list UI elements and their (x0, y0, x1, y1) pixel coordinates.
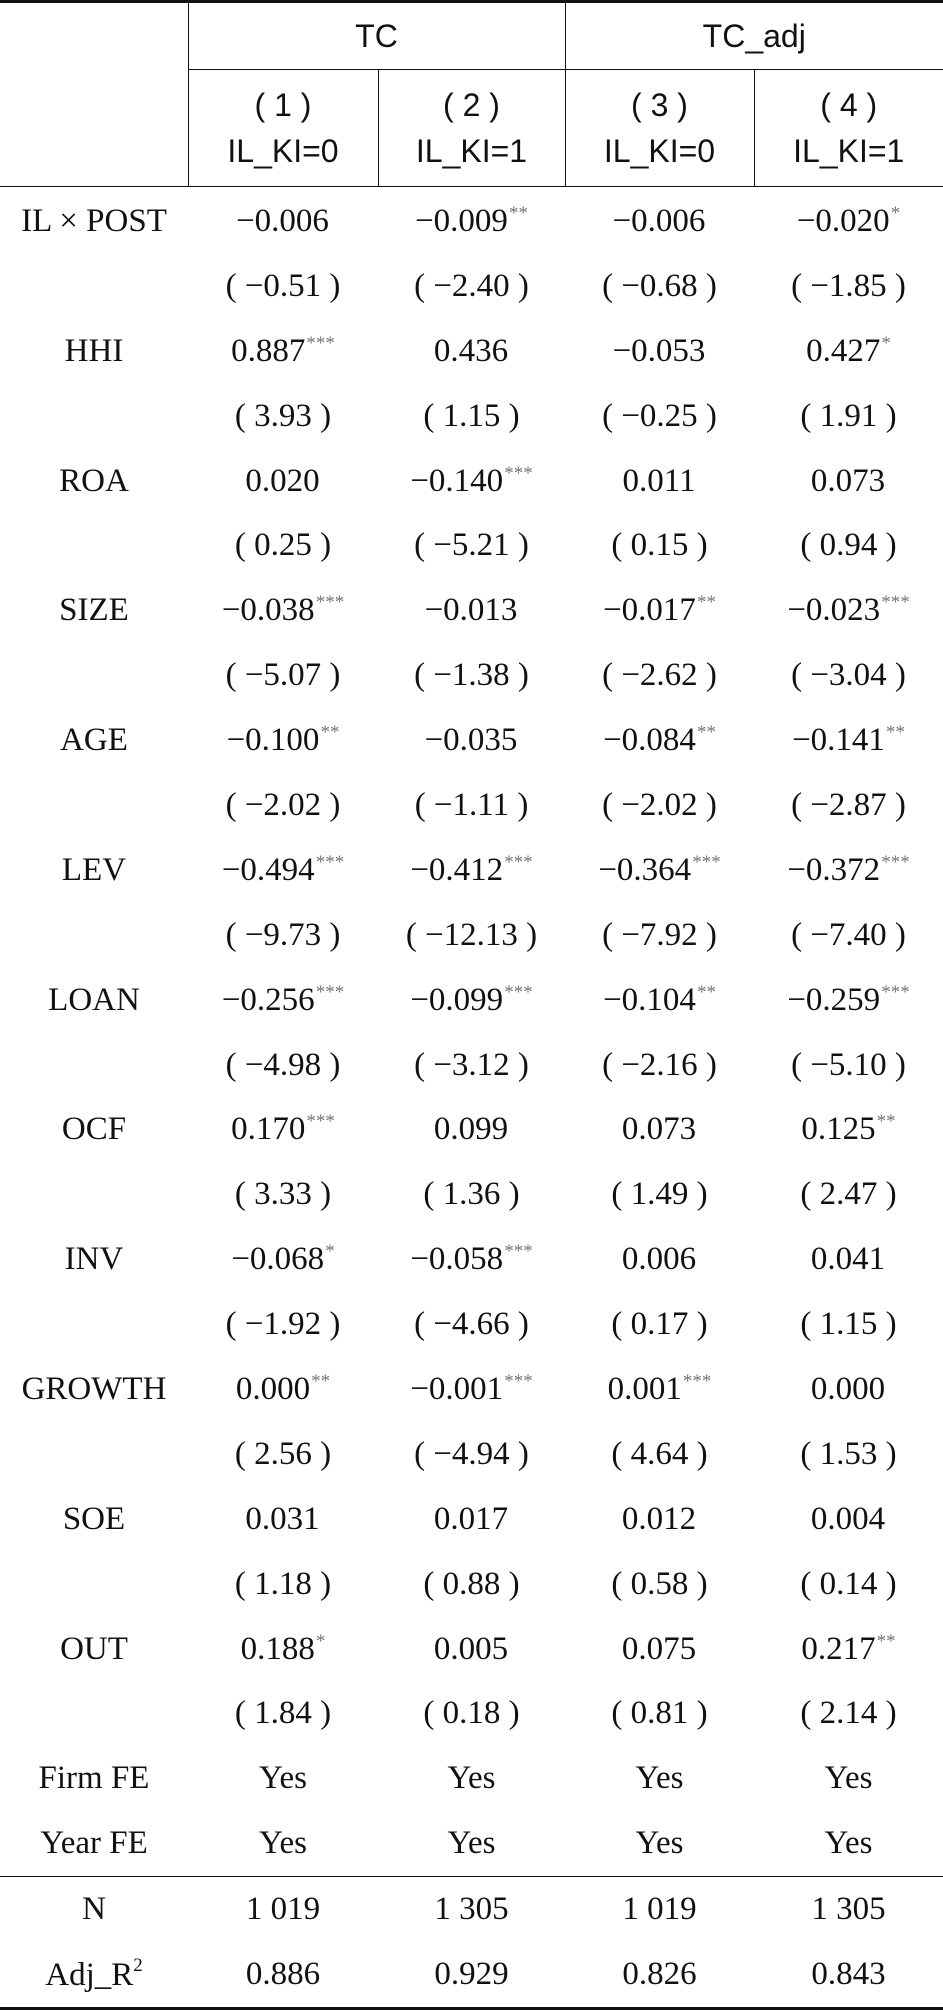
coef-row (0, 1227, 943, 1292)
fixed-effect-value: Yes (754, 1746, 943, 1811)
t-stat-cell: ( 0.25 ) (188, 513, 378, 578)
t-stat-cell: ( 1.15 ) (754, 1292, 943, 1357)
coef-value: 0.099 (434, 1111, 508, 1148)
t-stat-row (0, 1292, 943, 1357)
coef-cell (378, 1097, 565, 1162)
variable-label: IL × POST (0, 187, 188, 254)
coef-cell (378, 1617, 565, 1682)
coef-cell (378, 578, 565, 643)
empty-label (0, 1162, 188, 1227)
coef-value: −0.494 (222, 852, 315, 889)
significance-stars: *** (504, 852, 533, 873)
t-stat-row (0, 1033, 943, 1098)
t-stat-cell: ( 0.94 ) (754, 513, 943, 578)
t-stat-row (0, 773, 943, 838)
significance-stars: *** (881, 592, 910, 613)
t-stat-cell: ( −5.21 ) (378, 513, 565, 578)
coef-value: −0.141 (792, 722, 885, 759)
variable-label: GROWTH (0, 1357, 188, 1422)
t-stat-cell: ( −1.92 ) (188, 1292, 378, 1357)
variable-label: INV (0, 1227, 188, 1292)
column-number: ( 1 ) (189, 82, 378, 128)
observations-value: 1 019 (565, 1877, 754, 1942)
significance-stars: ** (697, 982, 716, 1003)
variable-label: LEV (0, 838, 188, 903)
coef-value: 0.004 (811, 1501, 885, 1538)
t-stat-cell: ( 2.14 ) (754, 1681, 943, 1746)
t-stat-cell: ( 0.88 ) (378, 1552, 565, 1617)
coef-cell (188, 838, 378, 903)
coef-cell (754, 708, 943, 773)
variable-label: ROA (0, 449, 188, 514)
significance-stars: *** (306, 333, 335, 354)
coef-value: −0.364 (598, 852, 691, 889)
column-number: ( 2 ) (379, 82, 565, 128)
t-stat-row (0, 513, 943, 578)
empty-label (0, 643, 188, 708)
coef-value: −0.259 (787, 982, 880, 1019)
t-stat-cell: ( −12.13 ) (378, 903, 565, 968)
coef-value: 0.188 (241, 1631, 315, 1668)
significance-stars: *** (316, 982, 345, 1003)
t-stat-row (0, 643, 943, 708)
coef-cell (378, 449, 565, 514)
significance-stars: ** (877, 1631, 896, 1652)
coef-value: −0.140 (410, 463, 503, 500)
coef-value: 0.011 (622, 463, 695, 500)
fixed-effect-value: Yes (378, 1746, 565, 1811)
significance-stars: ** (320, 722, 339, 743)
t-stat-cell: ( −2.16 ) (565, 1033, 754, 1098)
adj-r2-label-cell (0, 1942, 188, 2008)
observations-label: N (0, 1877, 188, 1942)
variable-label: LOAN (0, 968, 188, 1033)
variable-label: SIZE (0, 578, 188, 643)
coef-value: −0.084 (603, 722, 696, 759)
adj-r2-value: 0.826 (565, 1942, 754, 2008)
significance-stars: *** (881, 852, 910, 873)
coef-value: −0.020 (797, 203, 890, 240)
coef-cell (378, 187, 565, 254)
significance-stars: *** (504, 463, 533, 484)
column-number: ( 3 ) (566, 82, 754, 128)
coef-value: −0.256 (222, 982, 315, 1019)
fixed-effect-value: Yes (378, 1811, 565, 1876)
coef-value: 0.001 (608, 1371, 682, 1408)
coef-row (0, 838, 943, 903)
coef-value: 0.020 (245, 463, 319, 500)
coef-value: −0.068 (231, 1241, 324, 1278)
column-condition: IL_KI=1 (755, 128, 943, 174)
significance-stars: *** (504, 1371, 533, 1392)
t-stat-cell: ( −7.40 ) (754, 903, 943, 968)
coef-value: −0.058 (410, 1241, 503, 1278)
coef-row (0, 708, 943, 773)
significance-stars: ** (877, 1111, 896, 1132)
t-stat-cell: ( 1.15 ) (378, 384, 565, 449)
coef-value: 0.031 (245, 1501, 319, 1538)
t-stat-cell: ( 0.58 ) (565, 1552, 754, 1617)
coef-cell (378, 708, 565, 773)
variable-label: HHI (0, 319, 188, 384)
adj-r2-label: Adj_R (45, 1957, 133, 1993)
significance-stars: ** (886, 722, 905, 743)
column-condition: IL_KI=0 (189, 128, 378, 174)
coef-row (0, 319, 943, 384)
significance-stars: * (325, 1241, 335, 1262)
coef-value: 0.006 (622, 1241, 696, 1278)
t-stat-cell: ( −5.07 ) (188, 643, 378, 708)
t-stat-cell: ( 1.36 ) (378, 1162, 565, 1227)
coef-value: −0.053 (613, 333, 706, 370)
coef-cell (378, 1487, 565, 1552)
coef-cell (754, 187, 943, 254)
adj-r2-row (0, 1942, 943, 2008)
significance-stars: *** (504, 982, 533, 1003)
observations-row (0, 1877, 943, 1942)
header-column-row (0, 70, 943, 187)
empty-label (0, 384, 188, 449)
observations-value: 1 305 (378, 1877, 565, 1942)
coef-row (0, 1487, 943, 1552)
column-condition: IL_KI=1 (379, 128, 565, 174)
t-stat-cell: ( −4.94 ) (378, 1422, 565, 1487)
coef-value: −0.035 (425, 722, 518, 759)
header-stub-2 (0, 70, 188, 187)
coef-cell (754, 1487, 943, 1552)
coef-cell (754, 1617, 943, 1682)
adj-r2-value: 0.929 (378, 1942, 565, 2008)
coef-cell (565, 1617, 754, 1682)
significance-stars: * (316, 1631, 326, 1652)
empty-label (0, 773, 188, 838)
t-stat-row (0, 384, 943, 449)
t-stat-cell: ( 3.33 ) (188, 1162, 378, 1227)
fixed-effect-label: Firm FE (0, 1746, 188, 1811)
coef-row (0, 1617, 943, 1682)
coef-cell (754, 1097, 943, 1162)
variable-label: OUT (0, 1617, 188, 1682)
coef-cell (378, 319, 565, 384)
coef-value: 0.012 (622, 1501, 696, 1538)
coef-value: −0.372 (787, 852, 880, 889)
t-stat-cell: ( −4.98 ) (188, 1033, 378, 1098)
coef-cell (754, 1357, 943, 1422)
fixed-effect-label: Year FE (0, 1811, 188, 1876)
significance-stars: *** (316, 592, 345, 613)
t-stat-cell: ( −1.11 ) (378, 773, 565, 838)
t-stat-cell: ( 0.18 ) (378, 1681, 565, 1746)
empty-label (0, 1033, 188, 1098)
coef-cell (378, 968, 565, 1033)
fixed-effect-row (0, 1746, 943, 1811)
coef-value: 0.170 (231, 1111, 305, 1148)
coef-value: 0.427 (806, 333, 880, 370)
t-stat-cell: ( 3.93 ) (188, 384, 378, 449)
coef-value: −0.006 (613, 203, 706, 240)
coef-value: −0.104 (603, 982, 696, 1019)
variable-label: SOE (0, 1487, 188, 1552)
coef-cell (565, 187, 754, 254)
t-stat-cell: ( −4.66 ) (378, 1292, 565, 1357)
adj-r2-value: 0.886 (188, 1942, 378, 2008)
coef-cell (188, 1227, 378, 1292)
coef-cell (378, 838, 565, 903)
coef-row (0, 1097, 943, 1162)
variable-label: AGE (0, 708, 188, 773)
coef-value: −0.001 (410, 1371, 503, 1408)
coef-cell (188, 449, 378, 514)
fixed-effect-value: Yes (565, 1746, 754, 1811)
coef-value: −0.013 (425, 592, 518, 629)
t-stat-cell: ( −0.51 ) (188, 254, 378, 319)
fixed-effect-value: Yes (754, 1811, 943, 1876)
t-stat-row (0, 1162, 943, 1227)
column-header-4 (754, 70, 943, 187)
t-stat-row (0, 1681, 943, 1746)
coef-cell (565, 838, 754, 903)
t-stat-cell: ( −7.92 ) (565, 903, 754, 968)
empty-label (0, 513, 188, 578)
empty-label (0, 1552, 188, 1617)
coef-cell (565, 1227, 754, 1292)
coef-row (0, 187, 943, 254)
coef-row (0, 1357, 943, 1422)
coef-cell (188, 1617, 378, 1682)
coef-cell (565, 578, 754, 643)
t-stat-cell: ( 2.56 ) (188, 1422, 378, 1487)
coef-value: 0.073 (622, 1111, 696, 1148)
significance-stars: ** (509, 203, 528, 224)
variable-label: OCF (0, 1097, 188, 1162)
coef-cell (754, 838, 943, 903)
coef-value: −0.017 (603, 592, 696, 629)
coef-cell (754, 578, 943, 643)
fixed-effect-value: Yes (188, 1746, 378, 1811)
column-header-2 (378, 70, 565, 187)
column-header-3 (565, 70, 754, 187)
fixed-effect-row (0, 1811, 943, 1876)
coef-value: −0.100 (227, 722, 320, 759)
fixed-effect-value: Yes (188, 1811, 378, 1876)
column-condition: IL_KI=0 (566, 128, 754, 174)
t-stat-cell: ( 0.14 ) (754, 1552, 943, 1617)
significance-stars: * (881, 333, 891, 354)
empty-label (0, 903, 188, 968)
coef-value: 0.000 (811, 1371, 885, 1408)
t-stat-cell: ( 1.84 ) (188, 1681, 378, 1746)
coef-value: 0.073 (811, 463, 885, 500)
significance-stars: ** (697, 592, 716, 613)
coef-cell (754, 319, 943, 384)
coef-cell (754, 1227, 943, 1292)
t-stat-cell: ( 0.15 ) (565, 513, 754, 578)
empty-label (0, 1292, 188, 1357)
t-stat-row (0, 254, 943, 319)
fixed-effect-value: Yes (565, 1811, 754, 1876)
t-stat-row (0, 1552, 943, 1617)
group-header-tc: TC (188, 2, 565, 70)
t-stat-cell: ( −3.12 ) (378, 1033, 565, 1098)
coef-cell (188, 319, 378, 384)
coef-value: 0.000 (236, 1371, 310, 1408)
header-group-row (0, 2, 943, 70)
t-stat-cell: ( −2.40 ) (378, 254, 565, 319)
adj-r2-superscript: 2 (133, 1955, 143, 1976)
coef-cell (565, 449, 754, 514)
significance-stars: ** (311, 1371, 330, 1392)
t-stat-cell: ( −0.68 ) (565, 254, 754, 319)
coef-value: 0.041 (811, 1241, 885, 1278)
t-stat-cell: ( 1.53 ) (754, 1422, 943, 1487)
t-stat-cell: ( 2.47 ) (754, 1162, 943, 1227)
coef-row (0, 449, 943, 514)
t-stat-cell: ( 1.18 ) (188, 1552, 378, 1617)
observations-value: 1 305 (754, 1877, 943, 1942)
coef-cell (188, 1097, 378, 1162)
t-stat-cell: ( −0.25 ) (565, 384, 754, 449)
significance-stars: *** (504, 1241, 533, 1262)
coef-cell (378, 1227, 565, 1292)
significance-stars: *** (683, 1371, 712, 1392)
coef-cell (188, 968, 378, 1033)
column-number: ( 4 ) (755, 82, 943, 128)
adj-r2-value: 0.843 (754, 1942, 943, 2008)
empty-label (0, 1681, 188, 1746)
coef-cell (565, 319, 754, 384)
t-stat-cell: ( −2.02 ) (188, 773, 378, 838)
coef-cell (188, 578, 378, 643)
coef-value: −0.023 (787, 592, 880, 629)
t-stat-row (0, 903, 943, 968)
coef-value: 0.217 (801, 1631, 875, 1668)
t-stat-cell: ( −1.85 ) (754, 254, 943, 319)
coef-cell (565, 1097, 754, 1162)
t-stat-cell: ( −9.73 ) (188, 903, 378, 968)
coef-value: −0.009 (415, 203, 508, 240)
header-stub (0, 2, 188, 70)
coef-value: −0.099 (410, 982, 503, 1019)
coef-value: 0.125 (801, 1111, 875, 1148)
coef-cell (754, 968, 943, 1033)
coef-cell (565, 1357, 754, 1422)
empty-label (0, 254, 188, 319)
coef-row (0, 968, 943, 1033)
coef-cell (378, 1357, 565, 1422)
empty-label (0, 1422, 188, 1487)
t-stat-cell: ( −2.62 ) (565, 643, 754, 708)
coef-value: 0.017 (434, 1501, 508, 1538)
coef-cell (188, 187, 378, 254)
significance-stars: * (891, 203, 901, 224)
t-stat-row (0, 1422, 943, 1487)
group-header-tc-adj: TC_adj (565, 2, 943, 70)
coef-value: −0.006 (236, 203, 329, 240)
t-stat-cell: ( 4.64 ) (565, 1422, 754, 1487)
column-header-1 (188, 70, 378, 187)
coef-cell (754, 449, 943, 514)
t-stat-cell: ( −3.04 ) (754, 643, 943, 708)
significance-stars: *** (881, 982, 910, 1003)
t-stat-cell: ( 1.49 ) (565, 1162, 754, 1227)
significance-stars: ** (697, 722, 716, 743)
t-stat-cell: ( 0.81 ) (565, 1681, 754, 1746)
coef-value: 0.436 (434, 333, 508, 370)
t-stat-cell: ( 0.17 ) (565, 1292, 754, 1357)
t-stat-cell: ( −1.38 ) (378, 643, 565, 708)
coef-value: 0.887 (231, 333, 305, 370)
coef-cell (565, 968, 754, 1033)
coef-value: 0.075 (622, 1631, 696, 1668)
coef-cell (565, 708, 754, 773)
coef-cell (188, 708, 378, 773)
t-stat-cell: ( −5.10 ) (754, 1033, 943, 1098)
coef-value: 0.005 (434, 1631, 508, 1668)
significance-stars: *** (306, 1111, 335, 1132)
coef-value: −0.038 (222, 592, 315, 629)
t-stat-cell: ( 1.91 ) (754, 384, 943, 449)
coef-value: −0.412 (410, 852, 503, 889)
coef-cell (188, 1487, 378, 1552)
coef-row (0, 578, 943, 643)
t-stat-cell: ( −2.02 ) (565, 773, 754, 838)
significance-stars: *** (692, 852, 721, 873)
significance-stars: *** (316, 852, 345, 873)
t-stat-cell: ( −2.87 ) (754, 773, 943, 838)
coef-cell (188, 1357, 378, 1422)
coef-cell (565, 1487, 754, 1552)
observations-value: 1 019 (188, 1877, 378, 1942)
